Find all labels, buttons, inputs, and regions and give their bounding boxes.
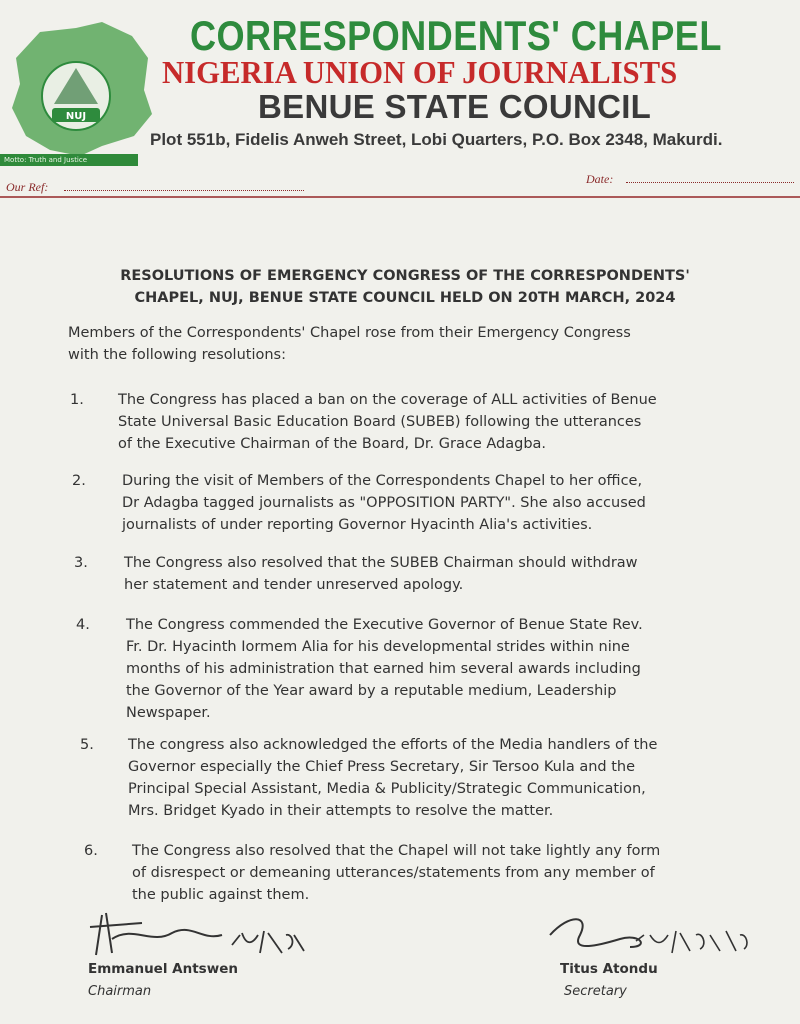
logo-text: NUJ	[65, 111, 87, 122]
resolution-line: of disrespect or demeaning utterances/statements from any member of	[132, 865, 655, 881]
resolution-number: 6.	[84, 843, 98, 859]
intro-line: Members of the Correspondents' Chapel rose from their Emergency Congress	[68, 325, 631, 341]
resolution-line: The Congress commended the Executive Governor of Benue State Rev.	[126, 617, 643, 633]
ref-line	[64, 190, 304, 191]
resolution-number: 2.	[72, 473, 86, 489]
resolution-line: months of his administration that earned him several awards including	[126, 661, 641, 677]
resolution-text	[122, 470, 646, 536]
heading-line: RESOLUTIONS OF EMERGENCY CONGRESS OF THE CORRESPONDENTS'	[120, 268, 690, 284]
ref-label: Our Ref:	[6, 180, 49, 194]
resolution-line: journalists of under reporting Governor Hyacinth Alia's activities.	[122, 517, 593, 533]
resolution-text	[124, 552, 638, 596]
resolution-text	[128, 734, 657, 822]
resolution-line: Fr. Dr. Hyacinth Iormem Alia for his developmental strides within nine	[126, 639, 630, 655]
resolution-text	[126, 614, 643, 724]
resolution-line: During the visit of Members of the Correspondents Chapel to her office,	[122, 473, 643, 489]
resolution-line: The Congress also resolved that the SUBEB Chairman should withdraw	[124, 555, 638, 571]
secretary-signature	[540, 905, 780, 965]
secretary-title: Secretary	[564, 984, 627, 999]
letterhead-union: NIGERIA UNION OF JOURNALISTS	[162, 54, 678, 90]
letterhead-title: CORRESPONDENTS' CHAPEL	[190, 12, 722, 59]
resolution-line: Principal Special Assistant, Media & Publicity/Strategic Communication,	[128, 781, 646, 797]
heading-line: CHAPEL, NUJ, BENUE STATE COUNCIL HELD ON 20TH MARCH, 2024	[134, 290, 676, 306]
resolution-text	[118, 389, 657, 455]
nigeria-map-logo	[6, 18, 156, 160]
resolution-line: the Governor of the Year award by a reputable medium, Leadership	[126, 683, 617, 699]
resolution-line: Newspaper.	[126, 705, 211, 721]
date-line	[626, 182, 794, 183]
intro-paragraph	[68, 322, 718, 366]
resolution-line: Dr Adagba tagged journalists as "OPPOSITION PARTY". She also accused	[122, 495, 646, 511]
resolution-text	[132, 840, 660, 906]
secretary-name: Titus Atondu	[560, 961, 658, 977]
date-label: Date:	[586, 172, 614, 186]
resolution-line: of the Executive Chairman of the Board, Dr. Grace Adagba.	[118, 436, 547, 452]
header-divider	[0, 196, 800, 198]
resolution-line: The Congress has placed a ban on the coverage of ALL activities of Benue	[118, 392, 657, 408]
document-heading	[60, 265, 750, 309]
intro-line: with the following resolutions:	[68, 347, 286, 363]
chairman-signature	[82, 905, 322, 965]
letterhead-address: Plot 551b, Fidelis Anweh Street, Lobi Quarters, P.O. Box 2348, Makurdi.	[150, 130, 723, 149]
resolution-line: State Universal Basic Education Board (SUBEB) following the utterances	[118, 414, 642, 430]
resolution-number: 4.	[76, 617, 90, 633]
resolution-number: 5.	[80, 737, 94, 753]
resolution-number: 1.	[70, 392, 84, 408]
resolution-line: The Congress also resolved that the Chapel will not take lightly any form	[132, 843, 661, 859]
resolution-line: The congress also acknowledged the efforts of the Media handlers of the	[128, 737, 658, 753]
chairman-name: Emmanuel Antswen	[88, 961, 238, 977]
resolution-line: Governor especially the Chief Press Secretary, Sir Tersoo Kula and the	[128, 759, 635, 775]
resolution-line: the public against them.	[132, 887, 310, 903]
chairman-title: Chairman	[88, 984, 152, 999]
letterhead-council: BENUE STATE COUNCIL	[258, 88, 652, 125]
reference-row	[4, 172, 796, 192]
motto-banner: Motto: Truth and Justice	[0, 154, 138, 166]
resolution-line: her statement and tender unreserved apology.	[124, 577, 464, 593]
resolution-number: 3.	[74, 555, 88, 571]
resolution-line: Mrs. Bridget Kyado in their attempts to resolve the matter.	[128, 803, 554, 819]
